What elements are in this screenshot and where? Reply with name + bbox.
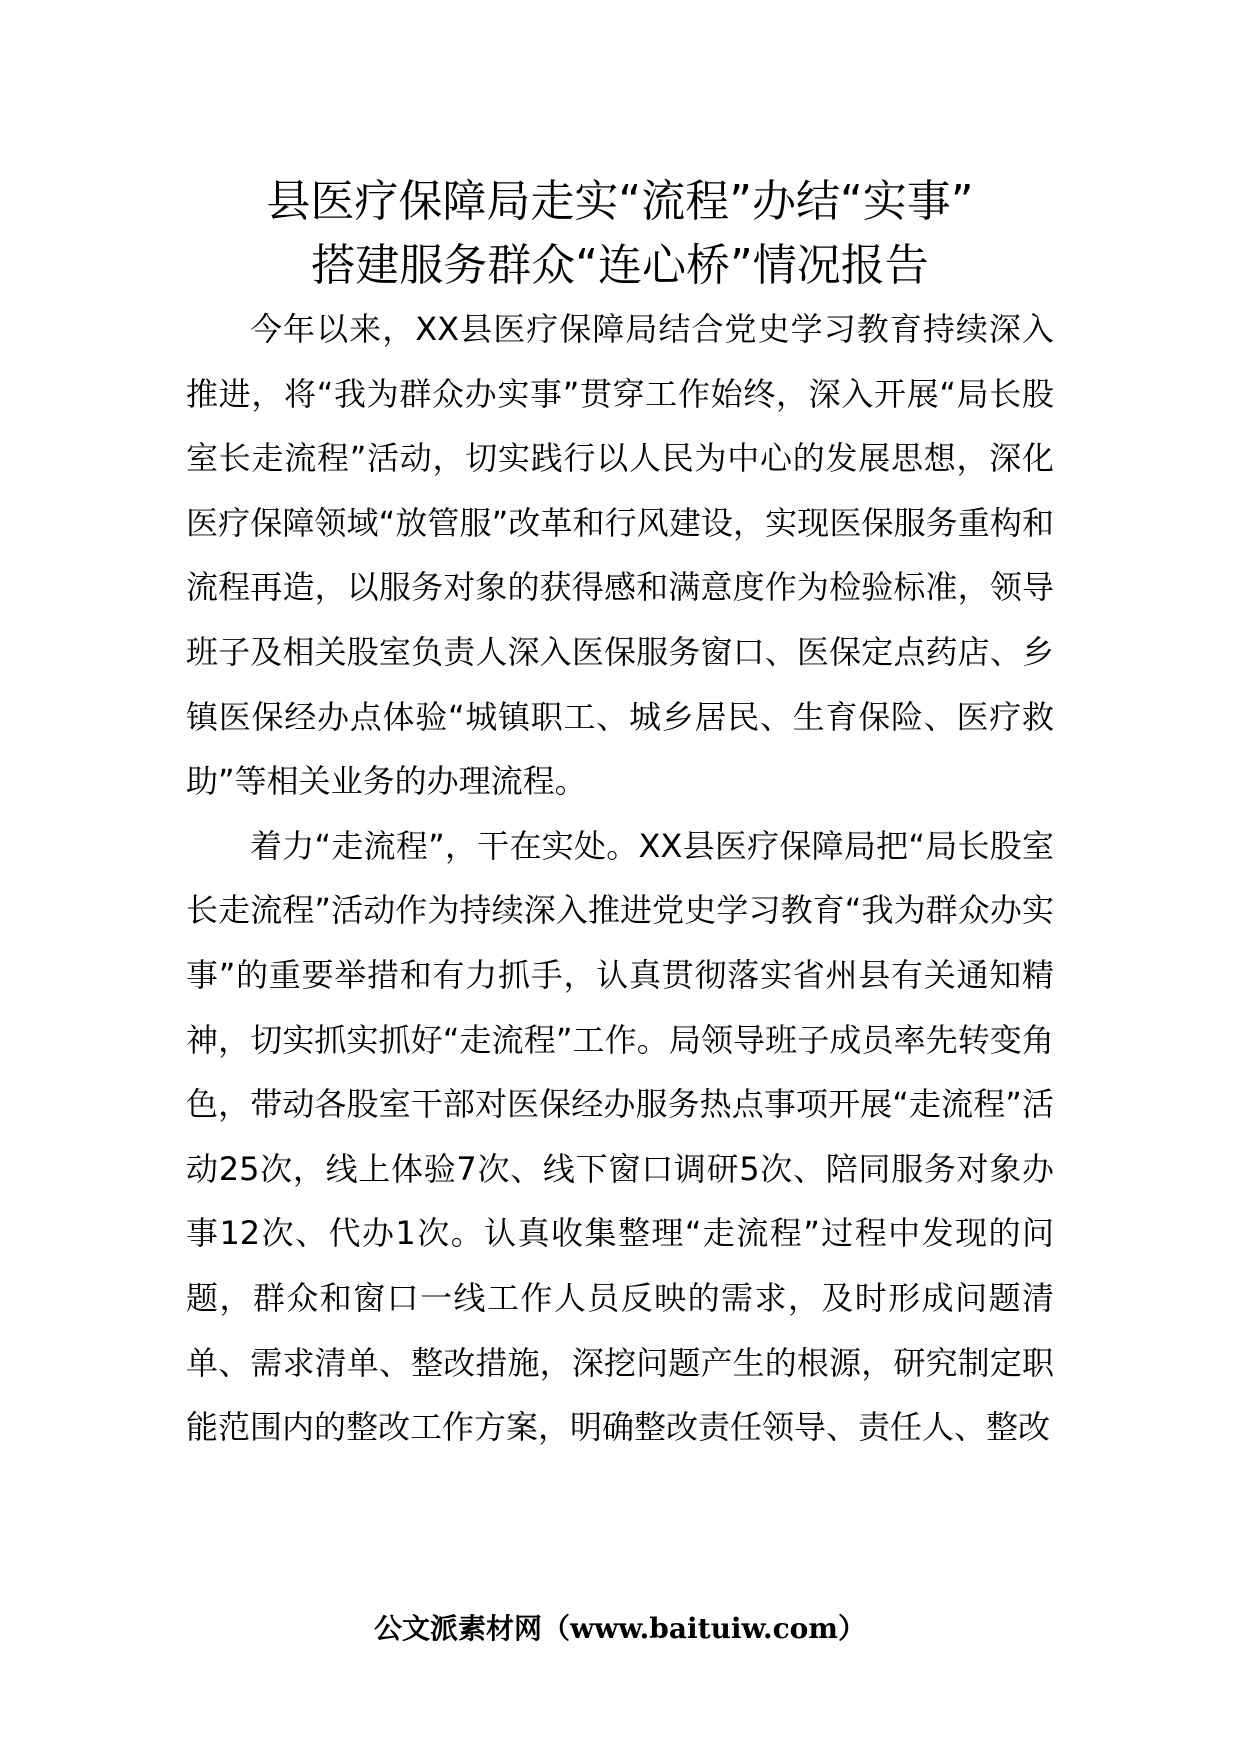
document-body [186,297,1054,1460]
document-title-line2: 搭建服务群众“连心桥”情况报告 [311,240,929,291]
paragraph-2: 着力“走流程”，干在实处。XX县医疗保障局把“局长股室长走流程”活动作为持续深入推进党史学习教育“我为群众办实事”的重要举措和有力抓手，认真贯彻落实省州县有关通知精神，切实抓实抓好“走流程”工作。局领导班子成员率先转变角色，带动各股室干部对医保经办服务热点事项开展“走流程”活动25次，线上体验7次、线下窗口调研5次、陪同服务对象办事12次、代办1次。认真收集整理“走流程”过程中发现的问题，群众和窗口一线工作人员反映的需求，及时形成问题清单、需求清单、整改措施，深挖问题产生的根源，研究制定职能范围内的整改工作方案，明确整改责任领导、责任人、整改 [186,826,1054,1447]
paragraph-1: 今年以来，XX县医疗保障局结合党史学习教育持续深入推进，将“我为群众办实事”贯穿工作始终，深入开展“局长股室长走流程”活动，切实践行以人民为中心的发展思想，深化医疗保障领域“放管服”改革和行风建设，实现医保服务重构和流程再造，以服务对象的获得感和满意度作为检验标准，领导班子及相关股室负责人深入医保服务窗口、医保定点药店、乡镇医保经办点体验“城镇职工、城乡居民、生育保险、医疗救助”等相关业务的办理流程。 [186,310,1054,801]
document-title-line1: 县医疗保障局走实“流程”办结“实事” [266,176,974,227]
footer-watermark: 公文派素材网（www.baituiw.com） [374,1612,866,1645]
